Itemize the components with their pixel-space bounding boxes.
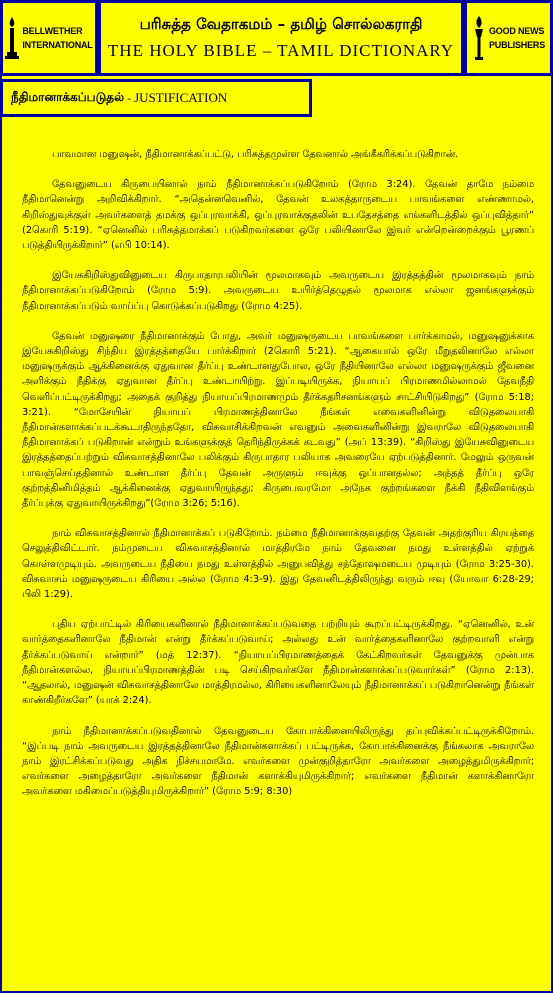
topic-english: JUSTIFICATION <box>134 90 228 105</box>
title-tamil: பரிசுத்த வேதாகமம் – தமிழ் சொல்லகராதி <box>139 15 423 33</box>
article-body <box>22 147 534 815</box>
good-news-logo-line1: GOOD NEWS <box>488 26 545 36</box>
good-news-logo-box <box>464 0 553 76</box>
bellwether-logo-line1: BELLWETHER <box>22 26 83 36</box>
title-box <box>98 0 464 76</box>
paragraph: பாவமான மனுஷன், நீதிமானாக்கப்பட்டு, பரிசுத்தமுள்ள தேவனால் அங்கீகரிக்கப்படுகிறான். <box>52 149 459 160</box>
bellwether-candle-icon <box>5 15 19 61</box>
paragraph: தேவன் மனுஷரை நீதிமானாக்கும் போது, அவர் மனுஷருடைய பாவங்களை பார்க்காமல், மனுஷனுக்காக இயேசுகிறிஸ்து சிந்திய இரத்தத்தையே பார்க்கிறார் (2கொரி 5:21). “ஆகையால் ஒரே மீறுதலினாலே எல்லா மனுஷருக்கும் ஆக்கினைக்கு ஏதுவான தீர்ப்பு உண்டானதுபோல, ஒரே நீதியினாலே எல்லா மனுஷருக்கும் ஜீவனை அளிக்கும் நீதிக்கு ஏதுவான தீர்ப்பு உண்டாயிற்று. இப்படியிருக்க, நியாயப் பிரமாணமில்லாமல் தேவநீதி வெளிப்பட்டிருக்கிறது; அதைக் குறித்து நியாயப்பிரமாணமும் தீர்க்கதரிசனங்களும் சாட்சியிடுகிறது” (ரோம 5:18; 3:21). “மோசேயின் நியாயப் பிரமாணத்தினாலே நீங்கள் எவைகளினின்று விடுதலையாகி நீதிமான்களாக்கப்படக்கூடாதிருந்ததோ, விசுவாசிக்கிறவன் எவனும் அவைகளினின்று இவராலே விடுதலையாகி நீதிமானாக்கப் படுகிறான் என்றும் உங்களுக்குத் தெரிந்திருக்கக் கடவது” (அப் 13:39). “கிறிஸ்து இயேசுவினுடைய இரத்தத்தைப்பற்றும் விசுவாசத்தினாலே பலிக்கும் கிருபாதார பலியாக அவரையே ஏற்படுத்தினார். மேலும் ஒருவன் பாவஞ்செய்ததினால் உண்டான தீர்ப்பு தேவன் அருளும் ஈவுக்கு ஒப்பானதல்ல; அந்தத் தீர்ப்பு ஒரே குற்றத்தினிமித்தம் ஆக்கினைக்கு ஏதுவாயிருந்தது; கிருபைவரமோ அநேக குற்றங்களை நீக்கி நீதிவிளங்கும் தீர்ப்புக்கு ஏதுவாயிருக்கிறது”(ரோம 3:26; 5:16). <box>22 330 534 510</box>
paragraph: தேவனுடைய கிருபையினால் நாம் நீதிமானாக்கப்படுகிறோம் (ரோம 3:24). தேவன் தாமே நம்மை நீதிமானென்று அறிவிக்கிறார். “அதென்னவெனில், தேவன் உலகத்தாருடைய பாவங்களை எண்ணாமல், கிறிஸ்துவுக்குள் அவர்களைத் தமக்கு ஒப்புரவாக்கி, ஒப்புரவாக்குதலின் உபதேசத்தை எங்களிடத்தில் ஒப்புவித்தார்” (2கொரி 5:19). “ஏனெனில் பரிசுத்தமாக்கப் படுகிறவர்களை ஒரே பலியினாலே இவர் என்றென்றைக்கும் பூரணப் படுத்தியிருக்கிறார்” (எபி 10:14). <box>22 179 534 252</box>
good-news-logo-line2: PUBLISHERS <box>488 40 545 50</box>
paragraph: புதிய ஏற்பாட்டில் கிரியைகளினால் நீதிமானாக்கப்படுவதை பற்றியும் கூறப்பட்டிருக்கிறது. “ஏனெனில், உன் வார்த்தைகளினாலே நீதிமான் என்று தீர்க்கப்படுவாய்; அல்லது உன் வார்த்தைகளினாலே குற்றவாளி என்று தீர்க்கப்படுவாய் என்றார்” (மத் 12:37). “நியாயப்பிரமாணத்தைக் கேட்கிறவர்கள் தேவனுக்கு முன்பாக நீதிமான்களல்ல, நியாயப்பிரமாணத்தின் படி செய்கிறவர்களே நீதிமான்களாக்கப்படுவார்கள்” (ரோம 2:13). “ஆதலால், மனுஷன் விசுவாசத்தினாலே மாத்திரமல்ல, கிரியைகளினாலேயும் நீதிமானாக்கப் படுகிறானென்று நீங்கள் காண்கிறீர்களே” (யாக் 2:24). <box>22 619 534 707</box>
paragraph: இயேசுகிறிஸ்துவினுடைய கிருபாதாரபலியின் மூலமாகவும் அவருடைய இரத்தத்தின் மூலமாகவும் நாம் நீதிமானாக்கப்படுகிறோம் (ரோம 5:9). அவருடைய உயிர்த்தெழுதல் மூலமாக எல்லா ஜனங்களுக்கும் நீதிமானாக்கப்படும் வாய்ப்பு கொடுக்கப்படுகிறது (ரோம 4:25). <box>22 270 534 312</box>
paragraph: நாம் நீதிமானாக்கப்படுவதினால் தேவனுடைய கோபாக்கினையிலிருந்து தப்புவிக்கப்பட்டிருக்கிறோம். “இப்படி நாம் அவருடைய இரத்தத்தினாலே நீதிமான்களாக்கப் பட்டிருக்க, கோபாக்கினைக்கு நீங்கலாக அவராலே நாம் இரட்சிக்கப்படுவது அதிக நிச்சயமாமே. எவர்களை முன்குறித்தாரோ அவர்களை அழைத்துமிருக்கிறார்; எவர்களை அழைத்தாரோ அவர்களை நீதிமான் களாக்கியுமிருக்கிறார்; எவர்களை நீதிமான் களாக்கினாரோ அவர்களை மகிமைப்படுத்தியுமிருக்கிறார்” (ரோம 5:9; 8:30) <box>22 725 534 798</box>
topic-heading <box>0 79 312 117</box>
paragraph: நாம் விசுவாசத்தினால் நீதிமானாக்கப் படுகிறோம். நம்மை நீதிமானாக்குவதற்கு தேவன் அதற்குரிய கிரயத்தை செலுத்திவிட்டார். நம்முடைய விசுவாசத்தினால் மாத்திரமே நாம் தேவனை நமது உள்ளத்தில் ஏற்றுக் கொள்ளமுடியும். அவருடைய நீதியை நமது உள்ளத்தில் அனுபவித்து சந்தோஷமடைய முடியும் (ரோம 3:25-30). விசுவாசம் மனுஷருடைய கிரியை அல்ல (ரோம 4:3-9). இது தேவனிடத்திலிருந்து வரும் ஈவு (யோவா 6:28-29; பிலி 1:29). <box>22 528 534 601</box>
topic-tamil: நீதிமானாக்கப்படுதல் <box>11 90 125 104</box>
bellwether-logo-line2: INTERNATIONAL <box>22 40 93 50</box>
good-news-torch-icon <box>472 15 486 61</box>
bellwether-logo-box <box>0 0 98 76</box>
topic-separator: - <box>127 90 132 105</box>
title-english: THE HOLY BIBLE – TAMIL DICTIONARY <box>107 41 455 60</box>
